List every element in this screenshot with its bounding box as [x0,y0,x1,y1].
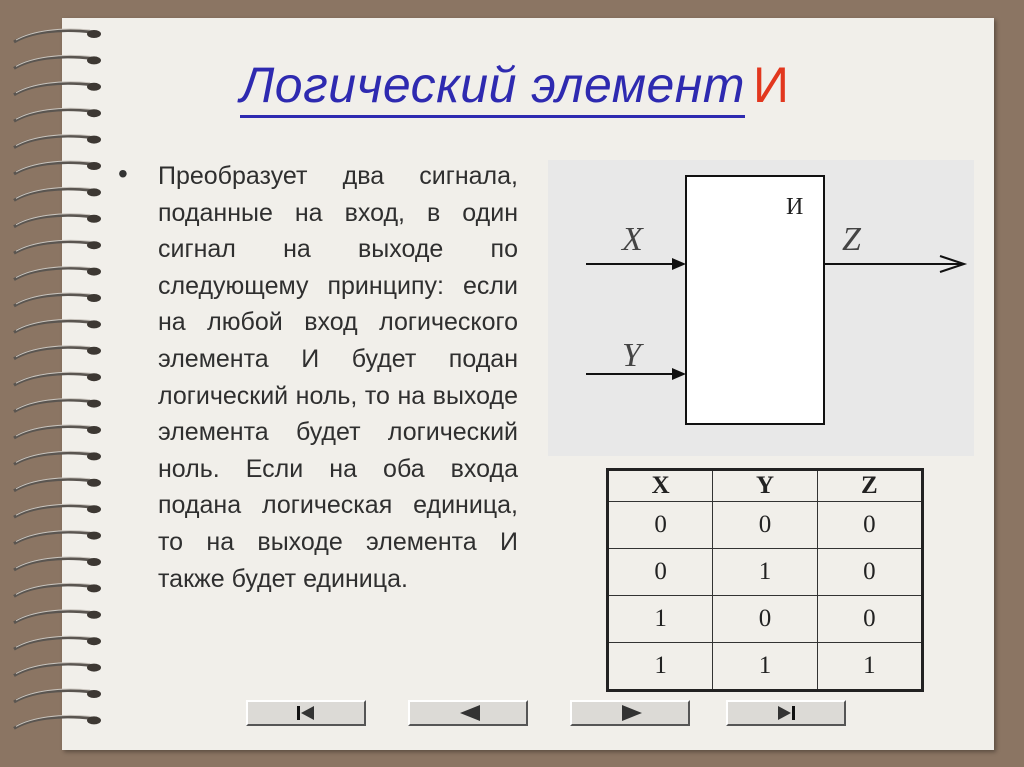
spiral-coil [14,240,101,253]
previous-slide-button[interactable] [408,700,528,726]
spiral-coil [14,451,101,464]
spiral-coil [14,55,101,68]
table-cell: 1 [608,595,713,642]
spiral-coil [14,187,101,200]
spiral-coil [14,214,101,227]
spiral-coil [14,478,101,491]
spiral-coil [14,293,101,306]
last-slide-button[interactable] [726,700,846,726]
table-cell: 0 [608,502,713,549]
title-accent: И [752,57,790,113]
spiral-coil [14,425,101,438]
gate-label: И [786,194,804,220]
table-cell: 1 [817,642,922,690]
table-cell: 0 [713,502,817,549]
spiral-coil [14,557,101,570]
spiral-coil [14,108,101,121]
spiral-coil [14,636,101,649]
header-x: X [608,470,713,502]
spiral-binding [0,0,120,767]
table-row [608,595,923,642]
triangle-right-icon [572,702,688,724]
input-y-label: Y [622,337,641,374]
spiral-coil [14,346,101,359]
slide-title [240,56,789,114]
table-cell: 0 [817,595,922,642]
triangle-left-icon [410,702,526,724]
spiral-coil [14,82,101,95]
spiral-coil [14,610,101,623]
spiral-coil [14,161,101,174]
table-header-row [608,470,923,502]
spiral-coil [14,663,101,676]
description-text: Преобразует два сигнала, поданные на вход, в один сигнал на выходе по следующему принципу: если на любой вход логического элемента И будет подан логический ноль, то на выходе элемента будет логический ноль. Если на оба входа подана логическая единица, то на выходе элемента И также будет единица. [158,162,518,593]
spiral-coil [14,319,101,332]
spiral-coil [14,29,101,42]
first-slide-button[interactable] [246,700,366,726]
table-cell: 1 [608,642,713,690]
spiral-coil [14,531,101,544]
spiral-coil [14,135,101,148]
table-row [608,548,923,595]
table-cell: 1 [713,548,817,595]
spiral-coil [14,504,101,517]
table-cell: 0 [713,595,817,642]
table-cell: 0 [608,548,713,595]
truth-table [606,468,924,692]
and-gate-diagram [548,160,974,456]
table-cell: 0 [817,502,922,549]
skip-to-start-icon [248,702,364,724]
table-cell: 0 [817,548,922,595]
spiral-coil [14,372,101,385]
table-row [608,642,923,690]
table-cell: 1 [713,642,817,690]
header-z: Z [817,470,922,502]
output-z-label: Z [842,221,861,258]
spiral-coil [14,399,101,412]
spiral-coil [14,715,101,728]
spiral-coil [14,583,101,596]
title-main: Логический элемент [240,57,745,118]
spiral-coil [14,689,101,702]
table-row [608,502,923,549]
bullet-marker: • [118,158,128,189]
skip-to-end-icon [728,702,844,724]
header-y: Y [713,470,817,502]
input-x-label: X [622,221,643,258]
next-slide-button[interactable] [570,700,690,726]
spiral-coil [14,267,101,280]
